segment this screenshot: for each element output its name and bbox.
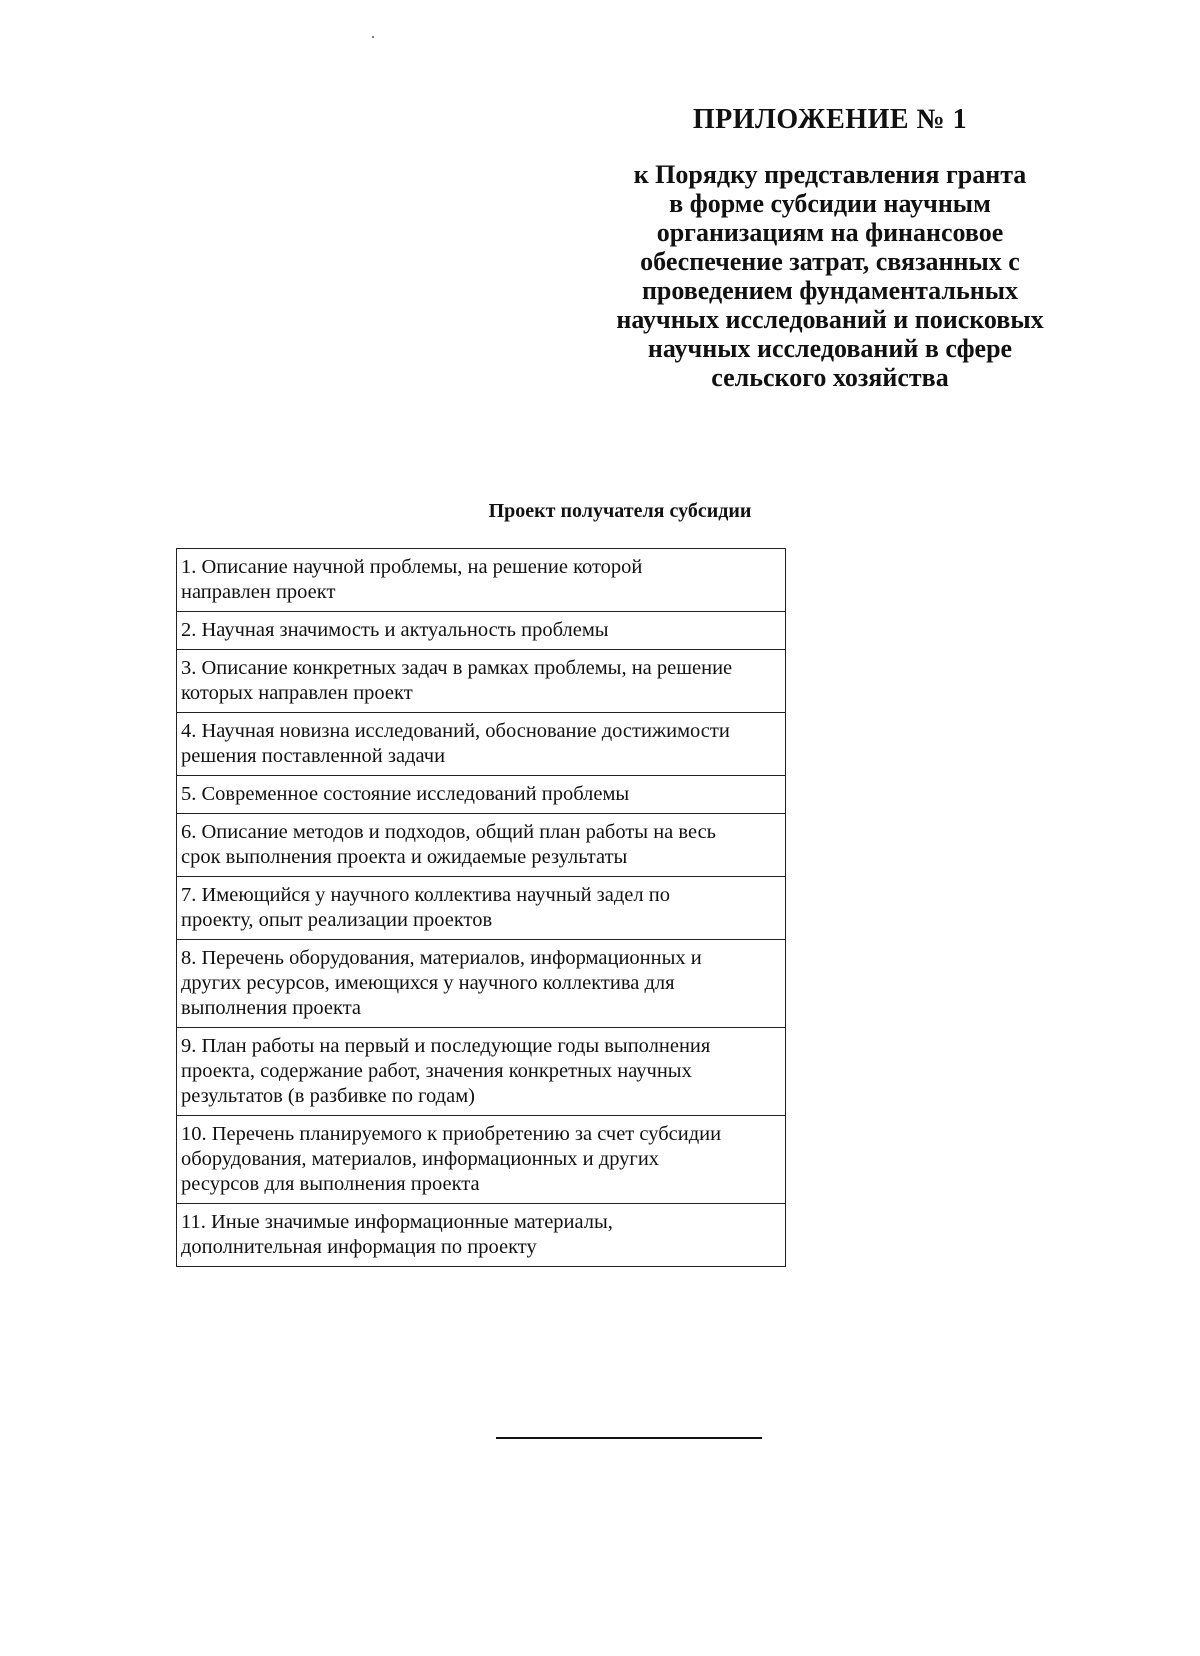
- scan-speck: [372, 36, 374, 38]
- cell-line: 9. План работы на первый и последующие годы выполнения: [181, 1035, 711, 1057]
- cell-line: оборудования, материалов, информационных и других: [181, 1148, 660, 1170]
- cell-line: которых направлен проект: [181, 682, 413, 704]
- table-row: [177, 1204, 786, 1267]
- cell-line: 6. Описание методов и подходов, общий план работы на весь: [181, 821, 717, 843]
- subtitle-line: сельского хозяйства: [711, 363, 949, 392]
- table-row: [177, 814, 786, 877]
- table-row: [177, 1028, 786, 1116]
- subtitle-line: обеспечение затрат, связанных с: [640, 247, 1020, 276]
- subtitle-line: проведением фундаментальных: [641, 276, 1019, 305]
- subtitle-line: организациям на финансовое: [656, 218, 1004, 247]
- table-cell-item-8: [177, 940, 786, 1028]
- form-heading: Проект получателя субсидии: [488, 500, 752, 522]
- table-cell-item-11: [177, 1204, 786, 1267]
- cell-line: проекту, опыт реализации проектов: [181, 909, 493, 931]
- table-row: [177, 650, 786, 713]
- subtitle-line: к Порядку представления гранта: [633, 160, 1027, 189]
- table-row: [177, 940, 786, 1028]
- cell-line: 1. Описание научной проблемы, на решение которой: [181, 556, 643, 578]
- appendix-title: ПРИЛОЖЕНИЕ № 1: [692, 104, 968, 135]
- cell-line: 4. Научная новизна исследований, обоснование достижимости: [181, 720, 730, 742]
- cell-line: проекта, содержание работ, значения конкретных научных: [181, 1060, 692, 1082]
- cell-line: выполнения проекта: [181, 997, 362, 1019]
- subtitle-line: научных исследований и поисковых: [616, 305, 1044, 334]
- cell-line: результатов (в разбивке по годам): [181, 1085, 475, 1107]
- table-row: [177, 877, 786, 940]
- cell-line: 2. Научная значимость и актуальность проблемы: [181, 619, 609, 641]
- cell-line: направлен проект: [181, 581, 336, 603]
- table-cell-item-6: [177, 814, 786, 877]
- cell-line: 8. Перечень оборудования, материалов, информационных и: [181, 947, 702, 969]
- table-cell-item-2: [177, 612, 786, 650]
- table-row: [177, 713, 786, 776]
- table-row: [177, 1116, 786, 1204]
- table-row: [177, 549, 786, 612]
- table-cell-item-7: [177, 877, 786, 940]
- table-cell-item-5: [177, 776, 786, 814]
- table-cell-item-4: [177, 713, 786, 776]
- table-cell-item-9: [177, 1028, 786, 1116]
- cell-line: ресурсов для выполнения проекта: [181, 1173, 480, 1195]
- closing-rule: [496, 1437, 762, 1439]
- cell-line: 5. Современное состояние исследований проблемы: [181, 783, 630, 805]
- table-row: [177, 612, 786, 650]
- cell-line: 3. Описание конкретных задач в рамках проблемы, на решение: [181, 657, 733, 679]
- cell-line: других ресурсов, имеющихся у научного коллектива для: [181, 972, 675, 994]
- subtitle-line: в форме субсидии научным: [669, 189, 991, 218]
- table-row: [177, 776, 786, 814]
- cell-line: 11. Иные значимые информационные материалы,: [181, 1211, 613, 1233]
- table-cell-item-3: [177, 650, 786, 713]
- cell-line: дополнительная информация по проекту: [181, 1236, 537, 1258]
- table-cell-item-1: [177, 549, 786, 612]
- cell-line: срок выполнения проекта и ожидаемые результаты: [181, 846, 628, 868]
- cell-line: 10. Перечень планируемого к приобретению за счет субсидии: [181, 1123, 722, 1145]
- cell-line: решения поставленной задачи: [181, 745, 446, 767]
- project-form-table: [176, 548, 786, 1267]
- cell-line: 7. Имеющийся у научного коллектива научный задел по: [181, 884, 670, 906]
- table-cell-item-10: [177, 1116, 786, 1204]
- subtitle-line: научных исследований в сфере: [647, 334, 1013, 363]
- appendix-subtitle: [560, 160, 1100, 392]
